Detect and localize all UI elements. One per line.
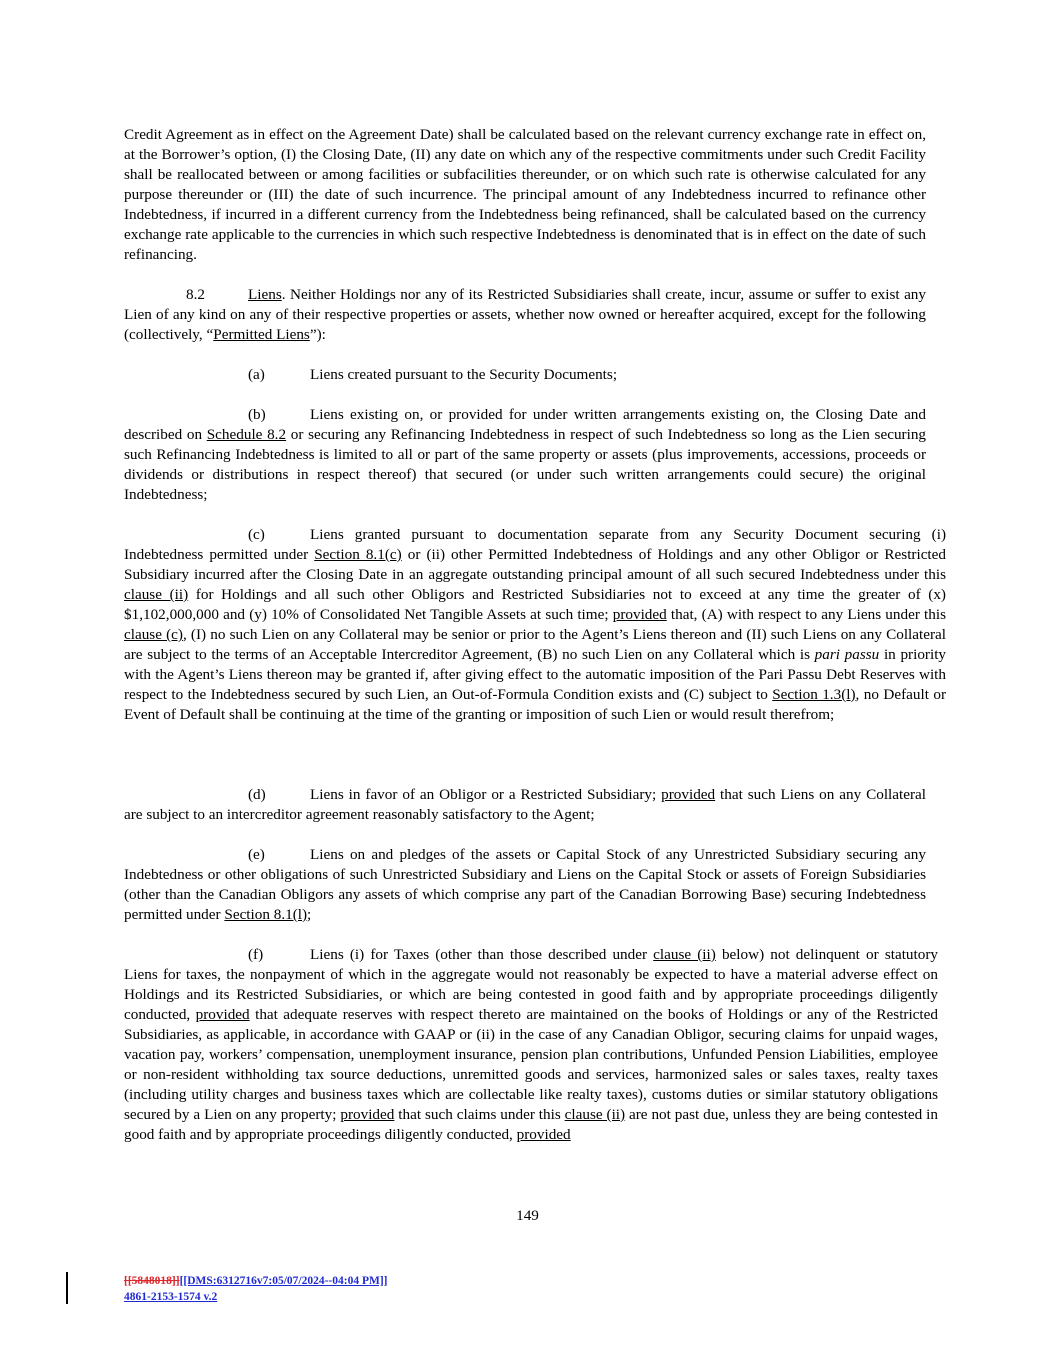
- page-number: 149: [516, 1207, 539, 1224]
- clause-b: (b) Liens existing on, or provided for under written arrangements existing on, the Closing Date and described on Schedule 8.2 or securing any Refinancing Indebtedness in respect of such Indebtedness so long as the Lien securing such Refinancing Indebtedness is limited to all or part of the same property or assets (plus improvements, accessions, proceeds or dividends or distributions in respect thereof) that secured (or under such written arrangements could secure) the original Indebtedness;: [124, 406, 927, 503]
- change-bar: [66, 1272, 68, 1304]
- section-heading: Liens: [248, 286, 282, 303]
- cross-reference: Section 8.1(c): [314, 546, 402, 563]
- footer-doc-id: [124, 1273, 388, 1305]
- proviso: provided: [195, 1006, 250, 1023]
- cross-reference: clause (c): [124, 626, 183, 643]
- cross-reference: clause (ii): [564, 1106, 626, 1123]
- italic-term: pari passu: [814, 646, 880, 663]
- clause-label: (d): [248, 786, 266, 803]
- clause-c: (c) Liens granted pursuant to documentation separate from any Security Document securing (i) Indebtedness permitted under Section 8.1(c) or (ii) other Permitted Indebtedness of Holdings and any other Obligor or Restricted Subsidiary incurred after the Closing Date in an aggregate outstanding principal amount of all such secured Indebtedness under this clause (ii) for Holdings and all such other Obligors and Restricted Subsidiaries not to exceed at any time the greater of (x) $1,102,000,000 and (y) 10% of Consolidated Net Tangible Assets at such time; provided that, (A) with respect to any Liens under this clause (c), (I) no such Lien on any Collateral may be senior or prior to the Agent’s Liens thereon and (II) such Liens on any Collateral are subject to the terms of an Acceptable Intercreditor Agreement, (B) no such Lien on any Collateral which is pari passu in priority with the Agent’s Liens thereon may be granted if, after giving effect to the automatic imposition of the Pari Passu Debt Reserves with respect to the Indebtedness secured by such Lien, an Out-of-Formula Condition exists and (C) subject to Section 1.3(l), no Default or Event of Default shall be continuing at the time of the granting or imposition of such Lien or would result therefrom;: [124, 526, 947, 723]
- proviso: provided: [661, 786, 716, 803]
- proviso: provided: [612, 606, 667, 623]
- proviso: provided: [340, 1106, 395, 1123]
- section-8-2-paragraph: 8.2 Liens. Neither Holdings nor any of its Restricted Subsidiaries shall create, incur, assume or suffer to exist any Lien of any kind on any of their respective properties or assets, whether now owned or hereafter acquired, except for the following (collectively, “Permitted Liens”):: [124, 286, 926, 343]
- deleted-doc-id: [[5848018]]: [124, 1275, 180, 1287]
- clause-label: (f): [248, 946, 264, 963]
- clause-d: (d) Liens in favor of an Obligor or a Restricted Subsidiary; provided that such Liens on any Collateral are subject to an intercreditor agreement reasonably satisfactory to the Agent;: [124, 786, 926, 823]
- document-number: 4861-2153-1574 v.2: [124, 1291, 218, 1303]
- section-number: 8.2: [186, 286, 205, 303]
- cross-reference: Section 8.1(l): [224, 906, 308, 923]
- clause-label: (e): [248, 846, 265, 863]
- cross-reference: clause (ii): [124, 586, 189, 603]
- clause-a: (a) Liens created pursuant to the Security Documents;: [248, 366, 618, 383]
- cross-reference: clause (ii): [653, 946, 716, 963]
- clause-label: (c): [248, 526, 265, 543]
- clause-e: (e) Liens on and pledges of the assets or Capital Stock of any Unrestricted Subsidiary securing any Indebtedness or other obligations of such Unrestricted Subsidiary and Liens on the Capital Stock or assets of Foreign Subsidiaries (other than the Canadian Obligors any assets of which comprise any part of the Canadian Borrowing Base) securing Indebtedness permitted under Section 8.1(l);: [124, 846, 926, 923]
- clause-label: (a): [248, 366, 265, 383]
- cross-reference: Schedule 8.2: [206, 426, 287, 443]
- inserted-doc-id: [[DMS:6312716v7:05/07/2024--04:04 PM]]: [179, 1275, 388, 1287]
- clause-label: (b): [248, 406, 266, 423]
- intro-paragraph: Credit Agreement as in effect on the Agreement Date) shall be calculated based on the relevant currency exchange rate in effect on, at the Borrower’s option, (I) the Closing Date, (II) any date on which any of the respective commitments under such Credit Facility shall be reallocated between or among facilities or subfacilities thereunder, or on which such rate is otherwise calculated for any purpose thereunder or (III) the date of such incurrence. The principal amount of any Indebtedness incurred to refinance other Indebtedness, if incurred in a different currency from the Indebtedness being refinanced, shall be calculated based on the currency exchange rate applicable to the currencies in which such respective Indebtedness is denominated that is in effect on the date of such refinancing.: [124, 126, 926, 263]
- proviso: provided: [516, 1126, 571, 1143]
- cross-reference: Section 1.3(l): [772, 686, 856, 703]
- clause-f: (f) Liens (i) for Taxes (other than those described under clause (ii) below) not delinquent or statutory Liens for taxes, the nonpayment of which in the aggregate would not reasonably be expected to have a material adverse effect on Holdings and its Restricted Subsidiaries, or which are being contested in good faith and by appropriate proceedings diligently conducted, provided that adequate reserves with respect thereto are maintained on the books of Holdings or any of the Restricted Subsidiaries, as applicable, in accordance with GAAP or (ii) in the case of any Canadian Obligor, securing claims for unpaid wages, vacation pay, workers’ compensation, unemployment insurance, pension plan contributions, Unfunded Pension Liabilities, employee or non-resident withholding tax source deductions, unremitted goods and services, harmonized sales or sales taxes, realty taxes (including utility charges and business taxes which are collectable like realty taxes), customs duties or similar statutory obligations secured by a Lien on any property; provided that such claims under this clause (ii) are not past due, unless they are being contested in good faith and by appropriate proceedings diligently conducted, provided: [124, 946, 938, 1143]
- defined-term: Permitted Liens: [213, 326, 310, 343]
